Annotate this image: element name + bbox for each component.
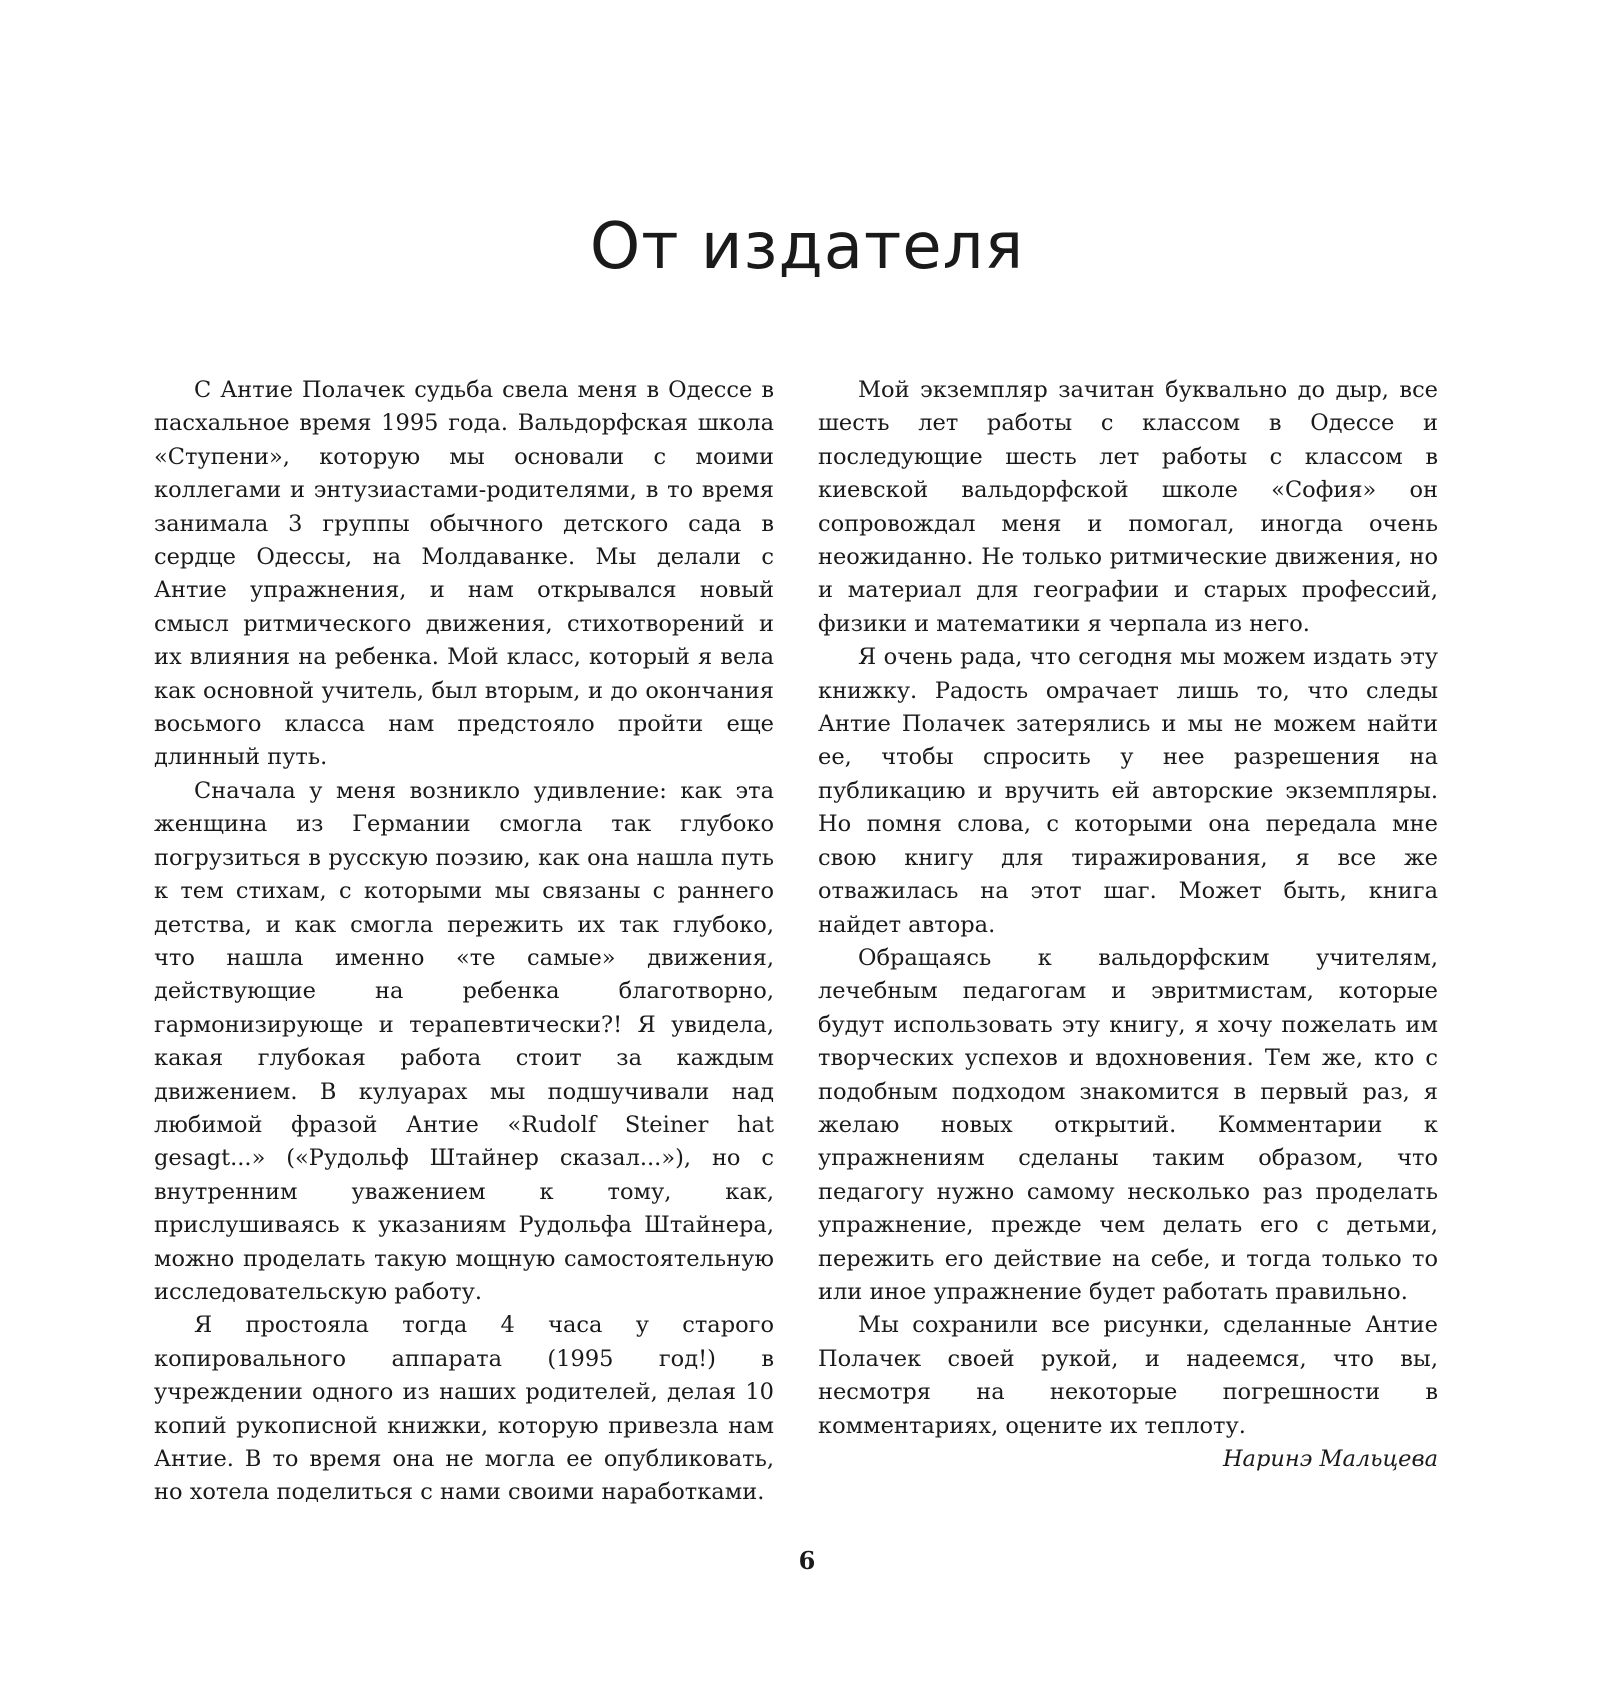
paragraph: С Антие Полачек судьба свела меня в Одессе в пасхальное время 1995 года. Вальдорфская школа «Ступени», которую мы основали с моими коллегами и энтузиастами-родителями, в то время занимала 3 группы обычного детского сада в сердце Одессы, на Молдаванке. Мы делали с Антие упражнения, и нам открывался новый смысл ритмического движения, стихотворений и их влияния на ребенка. Мой класс, который я вела как основной учитель, был вторым, и до окончания восьмого класса нам предстояло пройти еще длинный путь.: [154, 377, 774, 771]
paragraph: Я очень рада, что сегодня мы можем издать эту книжку. Радость омрачает лишь то, что следы Антие Полачек затерялись и мы не можем найти ее, чтобы спросить у нее разрешения на публикацию и вручить ей авторские экземпляры. Но помня слова, с которыми она передала мне свою книгу для тиражирования, я все же отважилась на этот шаг. Может быть, книга найдет автора.: [818, 644, 1438, 938]
page-title: От издателя: [589, 210, 1025, 284]
author-signature: Наринэ Мальцева: [1222, 1446, 1438, 1472]
paragraph: Мой экземпляр зачитан буквально до дыр, все шесть лет работы с классом в Одессе и последующие шесть лет работы с классом в киевской вальдорфской школе «София» он сопровождал меня и помогал, иногда очень неожиданно. Не только ритмические движения, но и материал для географии и старых профессий, физики и математики я черпала из него.: [818, 377, 1438, 637]
paragraph: Мы сохранили все рисунки, сделанные Антие Полачек своей рукой, и надеемся, что вы, несмотря на некоторые погрешности в комментариях, оцените их теплоту.: [818, 1312, 1438, 1439]
left-column: [154, 374, 774, 1510]
right-column: [818, 374, 1438, 1476]
paragraph: Сначала у меня возникло удивление: как эта женщина из Германии смогла так глубоко погрузиться в русскую поэзию, как она нашла путь к тем стихам, с которыми мы связаны с раннего детства, и как смогла пережить их так глубоко, что нашла именно «те самые» движения, действующие на ребенка благотворно, гармонизирующе и терапевтически?! Я увидела, какая глубокая работа стоит за каждым движением. В кулуарах мы подшучивали над любимой фразой Антие «Rudolf Steiner hat gesagt...» («Рудольф Штайнер сказал...»), но с внутренним уважением к тому, как, прислушиваясь к указаниям Рудольфа Штайнера, можно проделать такую мощную самостоятельную исследовательскую работу.: [154, 777, 774, 1305]
paragraph: Я простояла тогда 4 часа у старого копировального аппарата (1995 год!) в учреждении одного из наших родителей, делая 10 копий рукописной книжки, которую привезла нам Антие. В то время она не могла ее опубликовать, но хотела поделиться с нами своими наработками.: [154, 1312, 774, 1506]
paragraph: Обращаясь к вальдорфским учителям, лечебным педагогам и эвритмистам, которые будут использовать эту книгу, я хочу пожелать им творческих успехов и вдохновения. Тем же, кто с подобным подходом знакомится в первый раз, я желаю новых открытий. Комментарии к упражнениям сделаны таким образом, что педагогу нужно самому несколько раз проделать упражнение, прежде чем делать его с детьми, пережить его действие на себе, и тогда только то или иное упражнение будет работать правильно.: [818, 944, 1438, 1305]
page-number: 6: [798, 1546, 816, 1575]
